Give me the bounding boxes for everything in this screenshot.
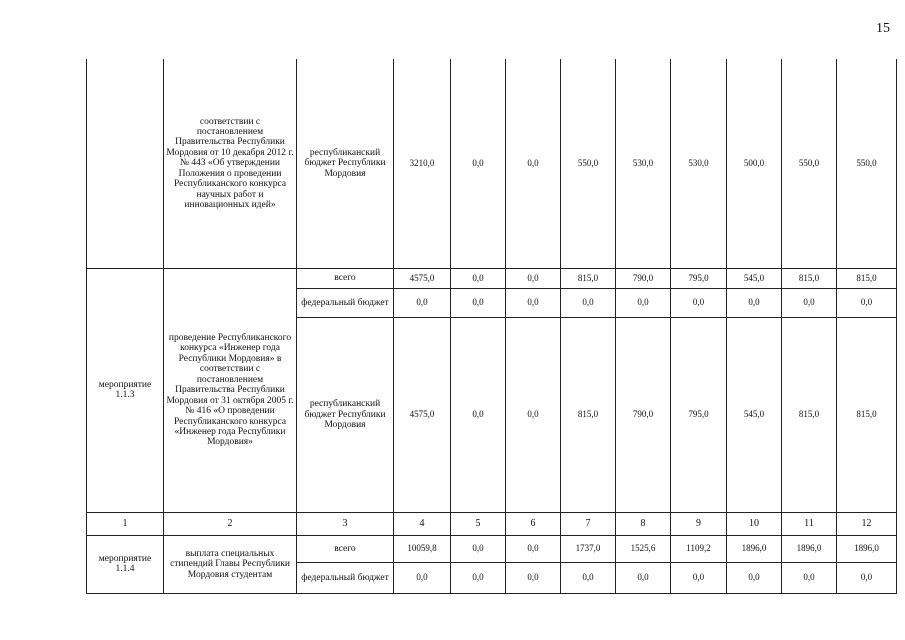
column-index: 8 (616, 512, 671, 535)
value-cell: 0,0 (837, 562, 897, 593)
value-cell: 0,0 (451, 289, 506, 318)
value-cell: 815,0 (561, 269, 616, 289)
budget-table (86, 59, 897, 594)
page-number: 15 (876, 21, 890, 36)
funding-source: всего (297, 269, 394, 289)
funding-source: всего (297, 535, 394, 562)
value-cell: 545,0 (727, 269, 782, 289)
value-cell: 790,0 (616, 269, 671, 289)
value-cell: 530,0 (616, 59, 671, 269)
value-cell: 0,0 (506, 289, 561, 318)
value-cell: 1896,0 (727, 535, 782, 562)
value-cell: 550,0 (837, 59, 897, 269)
value-cell: 1896,0 (837, 535, 897, 562)
column-index-row (87, 512, 897, 535)
measure-code: мероприятие 1.1.3 (87, 269, 164, 513)
value-cell: 0,0 (394, 289, 451, 318)
value-cell: 0,0 (782, 562, 837, 593)
column-index: 3 (297, 512, 394, 535)
value-cell: 815,0 (782, 318, 837, 513)
value-cell: 0,0 (671, 562, 727, 593)
value-cell: 815,0 (837, 269, 897, 289)
value-cell: 550,0 (782, 59, 837, 269)
value-cell: 0,0 (671, 289, 727, 318)
value-cell: 0,0 (451, 562, 506, 593)
value-cell: 0,0 (506, 269, 561, 289)
value-cell: 1896,0 (782, 535, 837, 562)
table-row (87, 59, 897, 269)
column-index: 11 (782, 512, 837, 535)
column-index: 7 (561, 512, 616, 535)
value-cell: 815,0 (561, 318, 616, 513)
value-cell: 3210,0 (394, 59, 451, 269)
value-cell: 0,0 (506, 535, 561, 562)
column-index: 1 (87, 512, 164, 535)
column-index: 12 (837, 512, 897, 535)
value-cell: 0,0 (727, 562, 782, 593)
funding-source: федеральный бюджет (297, 289, 394, 318)
value-cell: 0,0 (837, 289, 897, 318)
value-cell: 1109,2 (671, 535, 727, 562)
value-cell: 790,0 (616, 318, 671, 513)
value-cell: 0,0 (782, 289, 837, 318)
value-cell: 1525,6 (616, 535, 671, 562)
value-cell: 10059,8 (394, 535, 451, 562)
column-index: 4 (394, 512, 451, 535)
value-cell: 0,0 (451, 269, 506, 289)
value-cell: 0,0 (451, 59, 506, 269)
column-index: 2 (164, 512, 297, 535)
table-row (87, 535, 897, 562)
value-cell: 0,0 (616, 562, 671, 593)
value-cell: 0,0 (561, 562, 616, 593)
value-cell: 0,0 (506, 59, 561, 269)
value-cell: 795,0 (671, 318, 727, 513)
value-cell: 0,0 (506, 318, 561, 513)
funding-source: федеральный бюджет (297, 562, 394, 593)
value-cell: 815,0 (837, 318, 897, 513)
value-cell: 530,0 (671, 59, 727, 269)
value-cell: 0,0 (394, 562, 451, 593)
value-cell: 500,0 (727, 59, 782, 269)
value-cell: 4575,0 (394, 318, 451, 513)
column-index: 6 (506, 512, 561, 535)
measure-code-cell (87, 59, 164, 269)
value-cell: 815,0 (782, 269, 837, 289)
value-cell: 0,0 (506, 562, 561, 593)
measure-description: проведение Республиканского конкурса «Инженер года Республики Мордовия» в соответствии с постановлением Правительства Республики Мордовия от 31 октября 2005 г. № 416 «О проведении Республиканского конкурса «Инженер года Республики Мордовия» (164, 269, 297, 513)
value-cell: 0,0 (451, 535, 506, 562)
column-index: 10 (727, 512, 782, 535)
measure-description: соответствии с постановлением Правительства Республики Мордовия от 10 декабря 2012 г. № 443 «Об утверждении Положения о проведении Республиканского конкурса научных работ и инновационных идей» (164, 59, 297, 269)
table-row (87, 269, 897, 289)
value-cell: 1737,0 (561, 535, 616, 562)
value-cell: 4575,0 (394, 269, 451, 289)
value-cell: 550,0 (561, 59, 616, 269)
value-cell: 0,0 (561, 289, 616, 318)
measure-code: мероприятие 1.1.4 (87, 535, 164, 593)
value-cell: 0,0 (727, 289, 782, 318)
value-cell: 795,0 (671, 269, 727, 289)
funding-source: республиканский бюджет Республики Мордовия (297, 59, 394, 269)
value-cell: 0,0 (451, 318, 506, 513)
column-index: 9 (671, 512, 727, 535)
measure-description: выплата специальных стипендий Главы Республики Мордовия студентам (164, 535, 297, 593)
value-cell: 545,0 (727, 318, 782, 513)
funding-source: республиканский бюджет Республики Мордовия (297, 318, 394, 513)
value-cell: 0,0 (616, 289, 671, 318)
column-index: 5 (451, 512, 506, 535)
